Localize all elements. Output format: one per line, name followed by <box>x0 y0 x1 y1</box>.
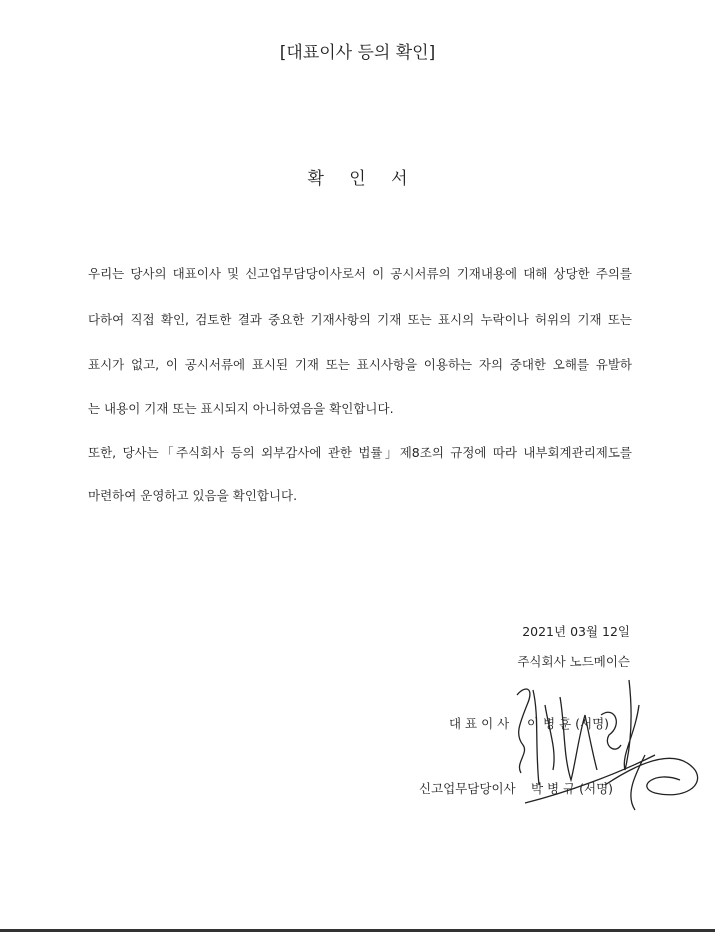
paragraph1-line: 다하여 직접 확인, 검토한 결과 중요한 기재사항의 기재 또는 표시의 누락이나 허위의 기재 또는 <box>88 312 632 327</box>
company-name: 주식회사 노드메이슨 <box>517 654 630 669</box>
paragraph2-line: 마련하여 운영하고 있음을 확인합니다. <box>88 488 298 503</box>
paragraph2-line: 또한, 당사는「주식회사 등의 외부감사에 관한 법률」제8조의 규정에 따라 내부회계관리제도를 <box>88 445 632 460</box>
paragraph1-line: 표시가 없고, 이 공시서류에 표시된 기재 또는 표시사항을 이용하는 자의 중대한 오해를 유발하 <box>88 357 632 372</box>
document-heading: 확 인 서 <box>307 169 408 189</box>
paragraph1-line: 는 내용이 기재 또는 표시되지 아니하였음을 확인합니다. <box>88 401 394 416</box>
handwritten-signature <box>505 675 710 815</box>
officer-role-label: 신고업무담당이사 <box>419 781 516 796</box>
paragraph1-line: 우리는 당사의 대표이사 및 신고업무담당이사로서 이 공시서류의 기재내용에 대해 상당한 주의를 <box>88 266 632 281</box>
officer-name: 박 병 규 (서명) <box>531 781 614 796</box>
ceo-signature-stroke <box>517 680 639 785</box>
page-title: [대표이사 등의 확인] <box>279 43 436 63</box>
officer-signature-stroke <box>525 755 698 810</box>
ceo-name: 이 병 훈 (서명) <box>527 716 610 731</box>
ceo-role-label: 대 표 이 사 <box>449 716 510 731</box>
document-date: 2021년 03월 12일 <box>522 624 630 639</box>
